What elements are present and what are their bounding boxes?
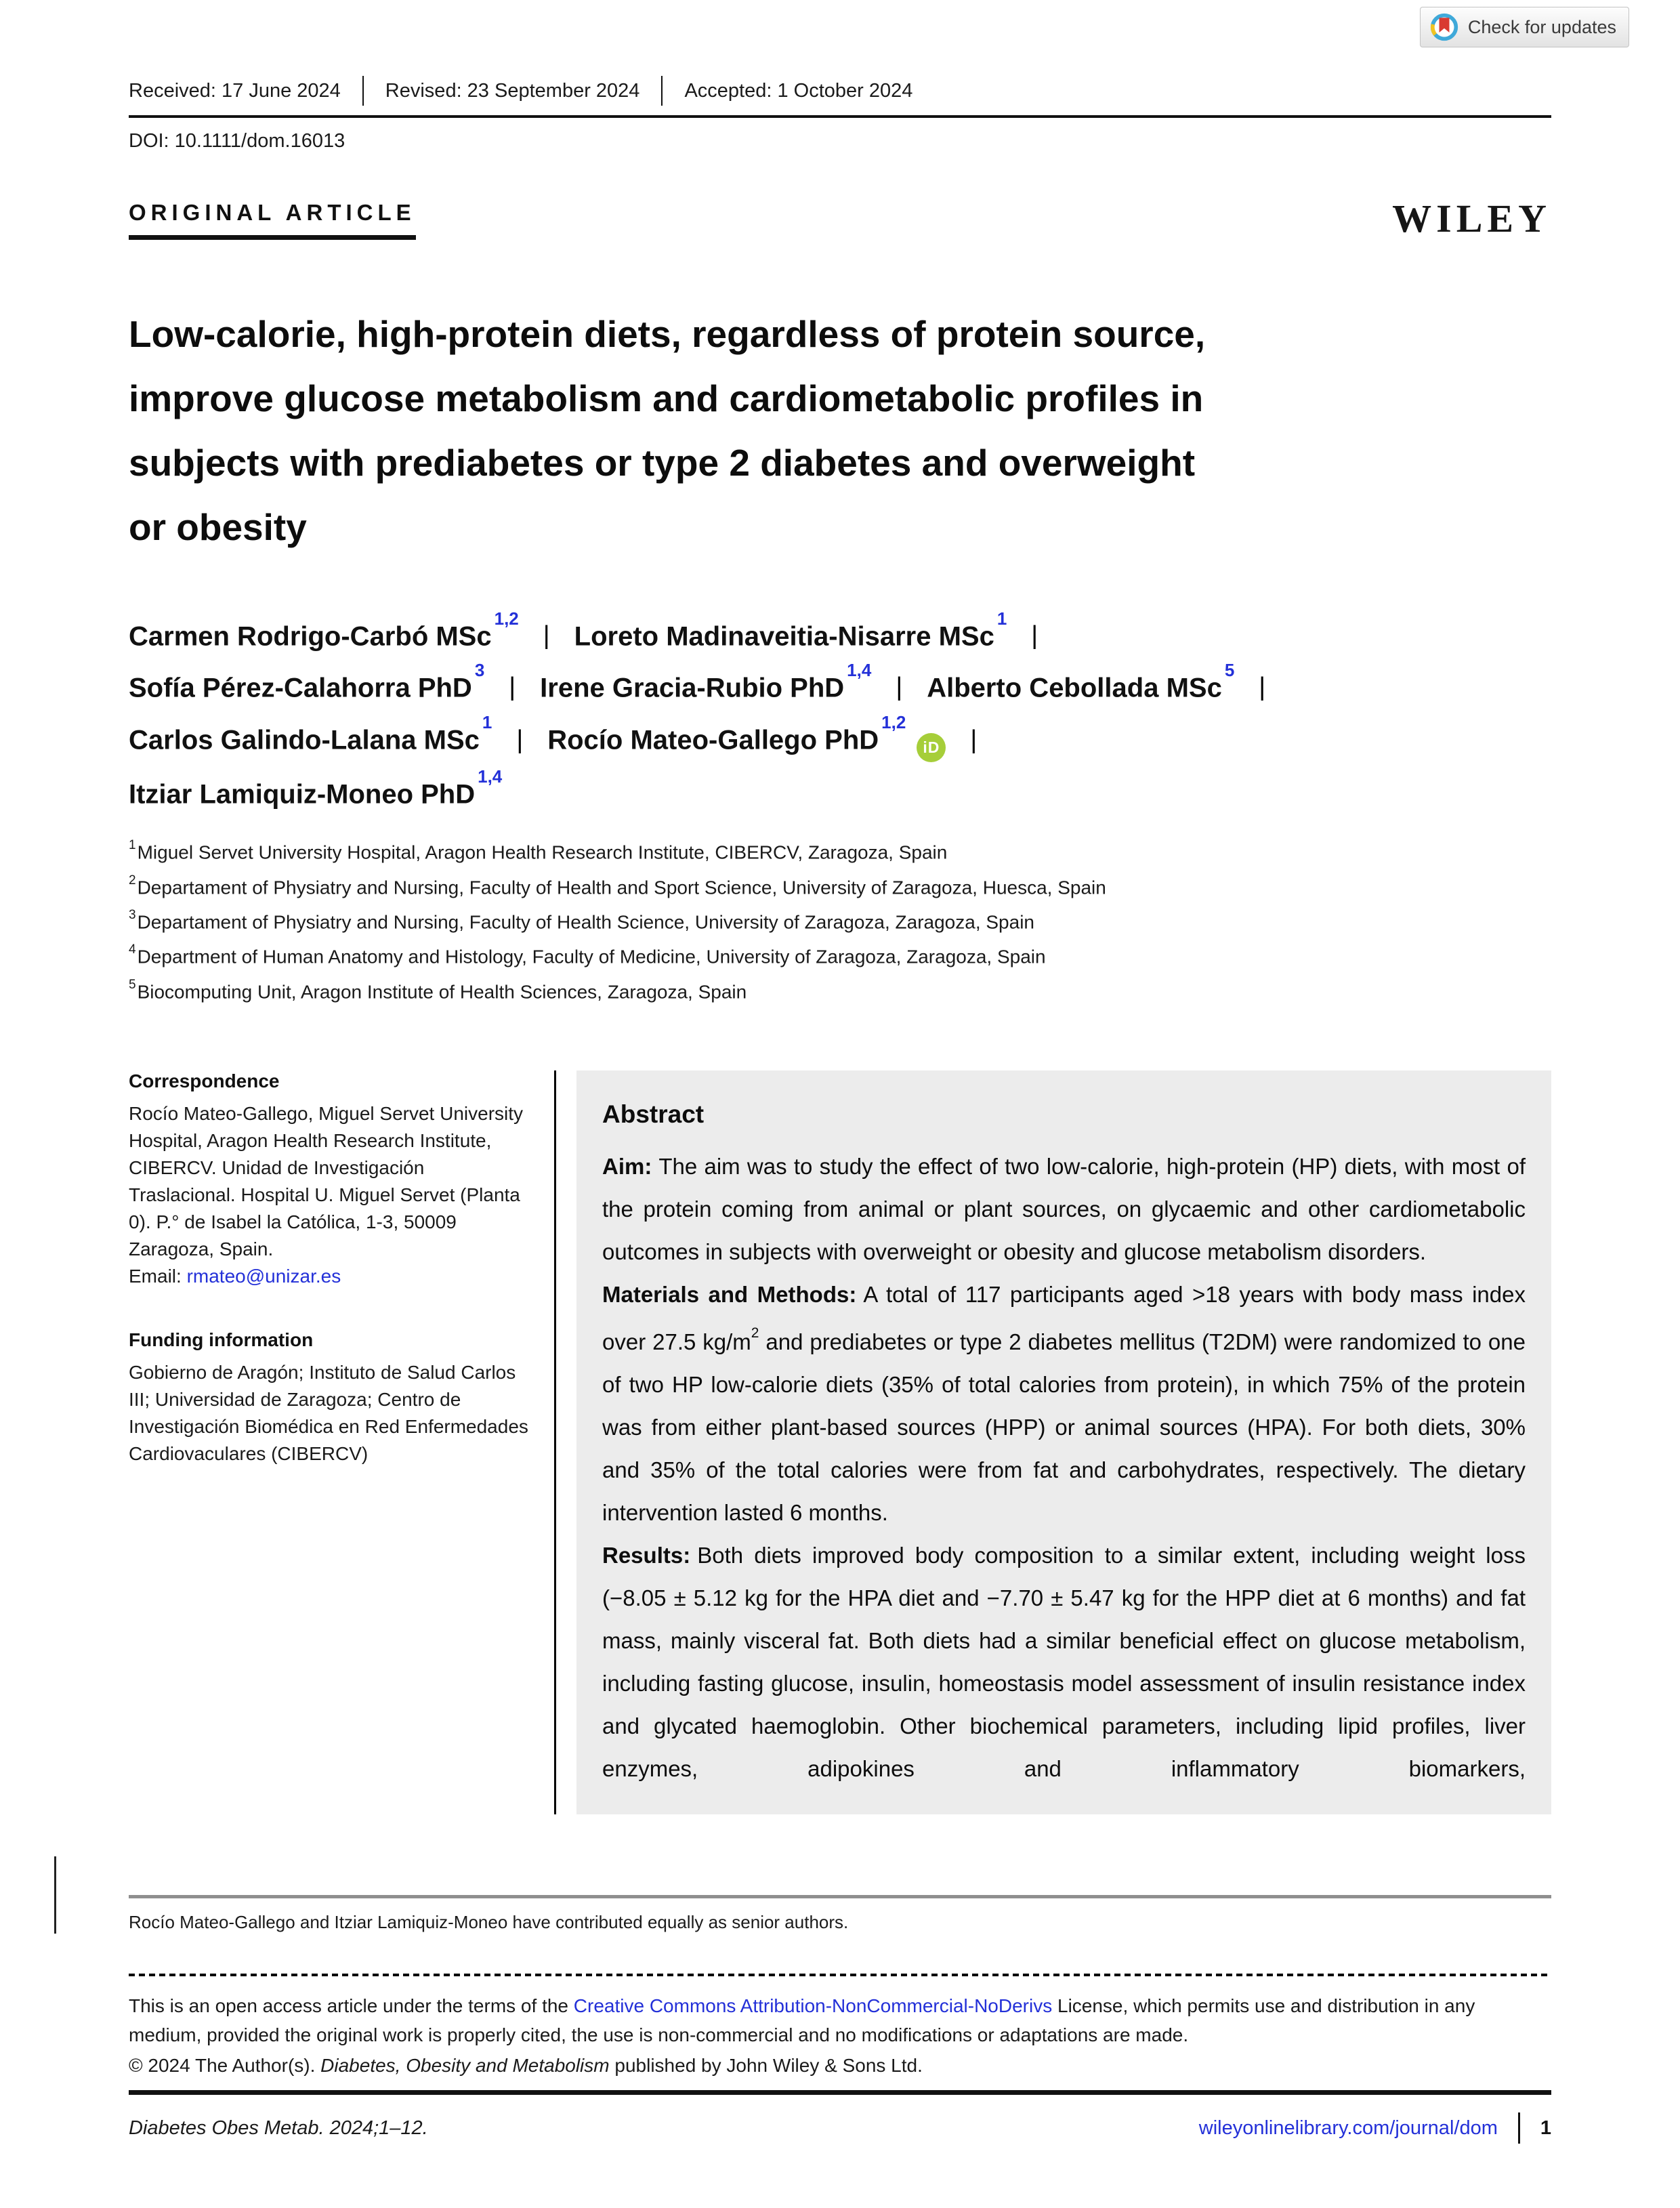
- correspondence-email-line: [129, 1263, 535, 1290]
- author-affiliation-sup: 1,4: [847, 660, 872, 681]
- author-separator: |: [543, 621, 550, 650]
- footnote-block: [129, 1895, 1551, 2077]
- dashed-rule: [129, 1974, 1551, 1976]
- author-list: [129, 608, 1551, 810]
- author-line: [129, 608, 1551, 652]
- date-divider: [362, 76, 364, 106]
- author-affiliation-sup: 1,2: [881, 711, 906, 732]
- page-number: 1: [1540, 2117, 1551, 2139]
- column-divider: [554, 1070, 556, 1814]
- abstract-heading: Abstract: [602, 1100, 705, 1128]
- wiley-logo: WILEY: [1392, 196, 1551, 241]
- affiliation: $^2$Departament of Physiatry and Nursing, Faculty of Health and Sport Science, University of Zaragoza, Huesca, Spain: [129, 873, 1106, 898]
- revised-date: Revised: 23 September 2024: [385, 79, 640, 102]
- left-column: [129, 1070, 554, 1814]
- abstract-box: [576, 1070, 1551, 1814]
- author: Alberto Cebollada MSc$^5$: [927, 660, 1235, 703]
- email-label: Email:: [129, 1265, 187, 1287]
- abstract-aim: Aim: The aim was to study the effect of two low-calorie, high-protein (HP) diets, with most of the protein coming from animal or plant sources, on glycaemic and other cardiometabolic outcomes in subjects with overweight or obesity and glucose metabolism disorders.: [602, 1153, 1526, 1264]
- submission-dates: [129, 76, 1551, 106]
- author-affiliation-sup: 1,2: [494, 608, 519, 629]
- title-line: Low-calorie, high-protein diets, regardless of protein source,: [129, 313, 1206, 355]
- copyright-line: © 2024 The Author(s). Diabetes, Obesity and Metabolism published by John Wiley & Sons Ltd.: [129, 2055, 923, 2076]
- title-line: or obesity: [129, 506, 307, 548]
- author-separator: |: [516, 726, 524, 755]
- check-for-updates-label: Check for updates: [1467, 16, 1616, 37]
- orcid-icon[interactable]: iD: [917, 733, 946, 762]
- author-separator: |: [1031, 621, 1038, 650]
- author: Carlos Galindo-Lalana MSc$^1$: [129, 711, 492, 755]
- author: Loreto Madinaveitia-Nisarre MSc$^1$: [574, 608, 1007, 652]
- title-line: subjects with prediabetes or type 2 diabetes and overweight: [129, 442, 1196, 484]
- author-separator: |: [1259, 672, 1266, 701]
- footer-right: [1199, 2112, 1551, 2144]
- author: Sofía Pérez-Calahorra PhD$^3$: [129, 660, 485, 703]
- abstract-aim-label: Aim:: [602, 1153, 652, 1179]
- author-affiliation-sup: 3: [474, 660, 485, 681]
- received-date: Received: 17 June 2024: [129, 79, 341, 102]
- author-line: [129, 766, 1551, 810]
- affiliation-sup: 4: [129, 942, 136, 957]
- columns: [129, 1070, 1551, 1814]
- author-affiliation-sup: 5: [1224, 660, 1235, 681]
- correspondence-body: Rocío Mateo-Gallego, Miguel Servet University Hospital, Aragon Health Research Institute, CIBERCV. Unidad de Investigación Traslacional. Hospital U. Miguel Servet (Planta 0). P.° de Isabel la Católica, 1-3, 50009 Zaragoza, Spain.: [129, 1102, 524, 1259]
- open-access-statement: This is an open access article under the terms of the Creative Commons Attribution-NonCommercial-NoDerivs License, which permits use and distribution in any medium, provided the original work is properly cited, the use is non-commercial and no modifications or adaptations are made.: [129, 1995, 1475, 2045]
- abstract-results-label: Results:: [602, 1542, 691, 1568]
- author: Irene Gracia-Rubio PhD$^{1,4}$: [540, 660, 872, 703]
- affiliation-sup: 5: [129, 977, 136, 992]
- journal-website-link[interactable]: wileyonlinelibrary.com/journal/dom: [1198, 2117, 1498, 2139]
- abstract-results: Results: Both diets improved body composition to a similar extent, including weight loss (−8.05 ± 5.12 kg for the HPA diet and −7.70 ± 5.47 kg for the HPP diet at 6 months) and fat mass, mainly visceral fat. Both diets had a similar beneficial effect on glucose metabolism, including fasting glucose, insulin, homeostasis model assessment of insulin resistance index and glycated haemoglobin. Other biochemical parameters, including lipid profiles, liver enzymes, adipokines and inflammatory biomarkers,: [602, 1542, 1526, 1781]
- journal-name: Diabetes, Obesity and Metabolism: [320, 2055, 610, 2076]
- author-affiliation-sup: 1,4: [478, 766, 503, 787]
- email-link[interactable]: rmateo@unizar.es: [186, 1265, 341, 1287]
- affiliation: $^4$Department of Human Anatomy and Histology, Faculty of Medicine, University of Zaragoza, Zaragoza, Spain: [129, 942, 1046, 967]
- author-separator: |: [970, 726, 978, 755]
- footer-row: [129, 2112, 1551, 2144]
- author: Itziar Lamiquiz-Moneo PhD$^{1,4}$: [129, 766, 503, 810]
- cc-license-link[interactable]: Creative Commons Attribution-NonCommercial-NoDerivs: [573, 1995, 1053, 2016]
- senior-authors-note: Rocío Mateo-Gallego and Itziar Lamiquiz-Moneo have contributed equally as senior authors.: [129, 1912, 849, 1932]
- funding-heading: Funding information: [129, 1329, 314, 1350]
- affiliation: $^5$Biocomputing Unit, Aragon Institute of Health Sciences, Zaragoza, Spain: [129, 977, 747, 1002]
- abstract-methods: Materials and Methods: A total of 117 participants aged >18 years with body mass index over 27.5 $kg/m^2$ and prediabetes or type 2 diabetes mellitus (T2DM) were randomized to one of two HP low-calorie diets (35% of total calories from protein), in which 75% of the protein was from either plant-based sources (HPP) or animal sources (HPA). For both diets, 30% and 35% of the total calories were from fat and carbohydrates, respectively. The dietary intervention lasted 6 months.: [602, 1281, 1526, 1525]
- page-footer: [129, 2090, 1551, 2144]
- left-edge-mark: [54, 1856, 56, 1934]
- header-rule: [129, 115, 1551, 118]
- author-separator: |: [509, 672, 516, 701]
- correspondence-heading: Correspondence: [129, 1070, 280, 1091]
- footnote-rule: [129, 1895, 1551, 1898]
- affiliation-sup: 3: [129, 907, 136, 922]
- affiliation: $^3$Departament of Physiatry and Nursing, Faculty of Health Science, University of Zaragoza, Zaragoza, Spain: [129, 907, 1034, 933]
- article-type-row: [129, 196, 1551, 241]
- affiliation: $^1$Miguel Servet University Hospital, Aragon Health Research Institute, CIBERCV, Zaragoza, Spain: [129, 838, 948, 863]
- crossmark-icon: [1429, 12, 1460, 43]
- article-type-label: ORIGINAL ARTICLE: [129, 200, 416, 240]
- affiliation-sup: 2: [129, 873, 136, 888]
- check-for-updates-button[interactable]: [1420, 7, 1629, 47]
- author-separator: |: [896, 672, 903, 701]
- affiliation-sup: 1: [129, 838, 136, 853]
- superscript: 2: [751, 1325, 759, 1341]
- footer-divider: [1518, 2112, 1520, 2144]
- accepted-date: Accepted: 1 October 2024: [684, 79, 913, 102]
- author-affiliation-sup: 1: [482, 711, 492, 732]
- title-line: improve glucose metabolism and cardiometabolic profiles in: [129, 377, 1204, 419]
- author-line: [129, 660, 1551, 703]
- author: Carmen Rodrigo-Carbó MSc$^{1,2}$: [129, 608, 519, 652]
- abstract-methods-label: Materials and Methods:: [602, 1281, 857, 1307]
- date-divider: [661, 76, 663, 106]
- affiliation-list: [129, 838, 1551, 1003]
- author: Rocío Mateo-Gallego PhD$^{1,2}$: [547, 711, 906, 755]
- doi: DOI: 10.1111/dom.16013: [129, 130, 345, 152]
- article-title: [129, 302, 1551, 560]
- author-line: [129, 711, 1551, 758]
- author-affiliation-sup: 1: [996, 608, 1007, 629]
- footer-rule: [129, 2090, 1551, 2095]
- journal-citation: Diabetes Obes Metab. 2024;1–12.: [129, 2117, 428, 2139]
- funding-body: Gobierno de Aragón; Instituto de Salud Carlos III; Universidad de Zaragoza; Centro de Investigación Biomédica en Red Enfermedades Cardiovaculares (CIBERCV): [129, 1361, 528, 1464]
